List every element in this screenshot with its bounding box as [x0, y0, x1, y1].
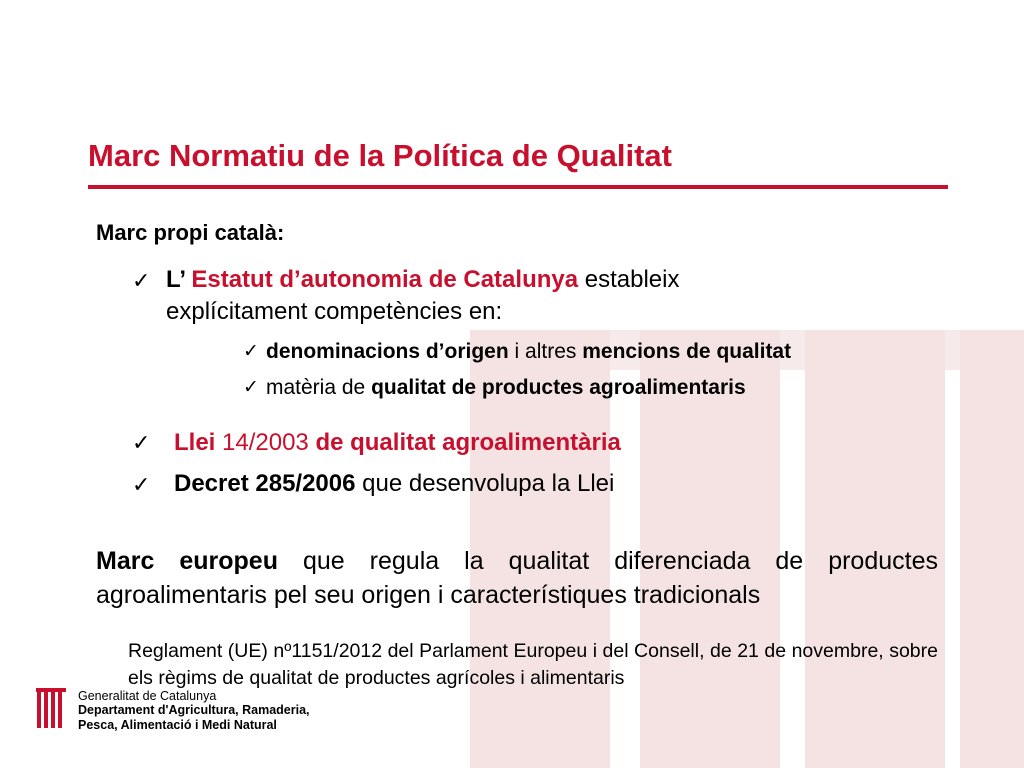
- slide-title: Marc Normatiu de la Política de Qualitat: [88, 138, 672, 173]
- bullet-estatut-line2: explícitament competències en:: [166, 298, 503, 325]
- check-icon: ✓: [243, 341, 259, 362]
- paragraph-bold: Marc europeu: [96, 547, 278, 575]
- footer-department-line: Pesca, Alimentació i Medi Natural: [78, 718, 277, 732]
- bullet-text: 14/2003: [215, 429, 316, 456]
- sub-bullet-text: matèria de: [266, 376, 372, 399]
- footer-organization: Generalitat de Catalunya: [78, 689, 217, 703]
- section-heading: Marc propi català:: [96, 220, 285, 245]
- paragraph-marc-europeu: [96, 544, 938, 612]
- sub-bullet-text: qualitat de productes agroalimentaris: [371, 376, 746, 399]
- bullet-text: Decret 285/2006: [174, 470, 356, 497]
- sub-bullet-materia: [266, 376, 746, 400]
- bullet-highlight: de qualitat agroalimentària: [315, 429, 621, 456]
- bullet-highlight: Estatut d’autonomia de Catalunya: [191, 266, 579, 293]
- bullet-text: que desenvolupa la Llei: [355, 470, 615, 497]
- sub-bullet-denominacions: [266, 340, 791, 364]
- check-icon: ✓: [243, 377, 259, 398]
- check-icon: ✓: [132, 268, 151, 293]
- regulation-reference: Reglament (UE) nº1151/2012 del Parlament Europeu i del Consell, de 21 de novembre, sobre els règims de qualitat de productes agrícoles i alimentaris: [128, 640, 938, 689]
- footer-department: [78, 703, 310, 733]
- check-icon: ✓: [132, 430, 151, 455]
- generalitat-logo: [36, 688, 66, 732]
- bullet-text: L’: [166, 266, 192, 293]
- bullet-estatut: [166, 266, 679, 294]
- sub-bullet-text: denominacions d’origen: [266, 340, 509, 363]
- bullet-decret: [174, 470, 614, 498]
- footer-department-line: Departament d'Agricultura, Ramaderia,: [78, 703, 310, 717]
- bullet-llei: [174, 429, 621, 457]
- bullet-highlight: Llei: [174, 429, 216, 456]
- title-underline: [88, 185, 948, 189]
- check-icon: ✓: [132, 472, 151, 497]
- bullet-text: estableix: [578, 266, 680, 293]
- watermark-shape: [960, 330, 1024, 768]
- sub-bullet-text: i altres: [508, 340, 583, 363]
- paragraph-text: que regula la qualitat diferenciada de productes agroalimentaris pel seu origen i característiques tradicionals: [96, 547, 938, 609]
- sub-bullet-text: mencions de qualitat: [582, 340, 792, 363]
